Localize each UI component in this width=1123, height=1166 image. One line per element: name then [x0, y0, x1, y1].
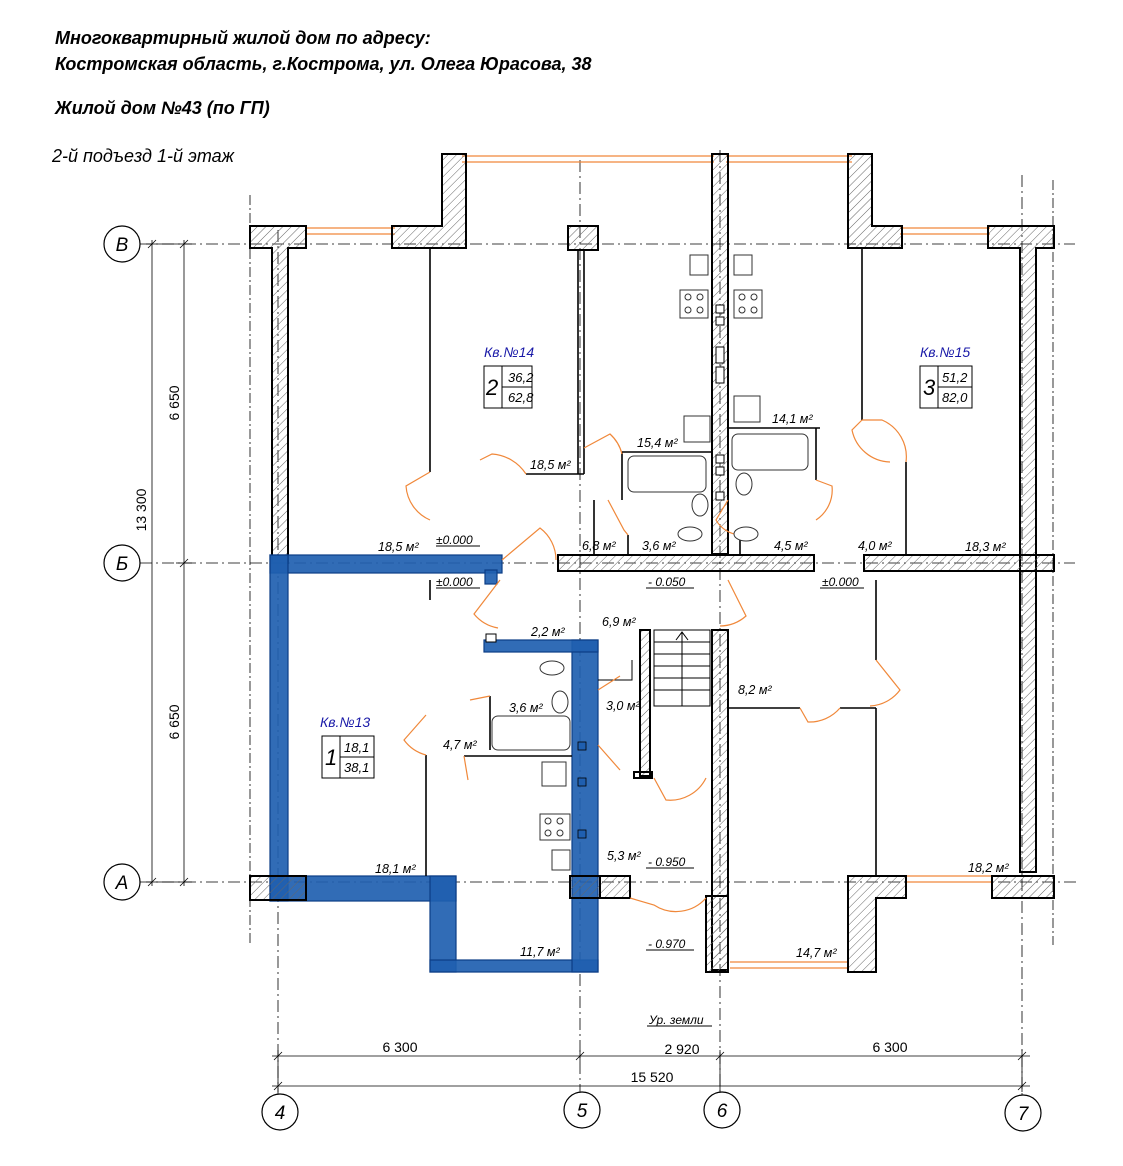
level-mark-3: - 0.050: [648, 575, 686, 589]
axis-label-col-7: 7: [1017, 1104, 1029, 1125]
dim-total: 15 520: [630, 1069, 674, 1085]
apt-15-total: 82,0: [942, 390, 968, 405]
dim-upper-vertical: 6 650: [166, 385, 182, 421]
level-mark-6: - 0.970: [648, 937, 686, 951]
axis-label-col-4: 4: [274, 1103, 286, 1124]
ground-level: Ур. земли: [649, 1013, 704, 1027]
area-room-14-living: 18,5 м²: [378, 540, 419, 554]
apt-15-living: 51,2: [942, 370, 968, 385]
title-line-3: Жилой дом №43 (по ГП): [55, 98, 270, 118]
area-room-15-a: 18,3 м²: [965, 540, 1006, 554]
apt-15-label: Кв.№15: [920, 344, 971, 360]
dim-total-vertical: 13 300: [133, 488, 149, 532]
level-mark-4: ±0.000: [822, 575, 859, 589]
apt-13-rooms: 1: [325, 745, 338, 770]
area-bath-13: 3,6 м²: [509, 701, 543, 715]
area-hall-13: 4,7 м²: [443, 738, 477, 752]
area-bath-14: 3,6 м²: [642, 539, 676, 553]
area-vestibule: 5,3 м²: [607, 849, 641, 863]
axis-label-col-6: 6: [716, 1101, 728, 1122]
title-line-4: 2-й подъезд 1-й этаж: [52, 146, 235, 166]
apt-14-label: Кв.№14: [484, 344, 535, 360]
area-hall-15: 4,0 м²: [858, 539, 892, 553]
apt-13-total: 38,1: [344, 760, 370, 775]
area-kitchen-15: 14,1 м²: [772, 412, 813, 426]
dim-lower-vertical: 6 650: [166, 704, 182, 740]
axis-label-row-a: А: [115, 873, 129, 894]
area-stair-hall: 6,9 м²: [602, 615, 636, 629]
area-room-15-c: 14,7 м²: [796, 946, 837, 960]
apt-13-label: Кв.№13: [320, 714, 371, 730]
area-bath-15: 4,5 м²: [774, 539, 808, 553]
area-kitchen-14: 15,4 м²: [637, 436, 678, 450]
axis-label-col-5: 5: [576, 1101, 588, 1122]
area-room-14-bedroom: 18,5 м²: [530, 458, 571, 472]
area-hall-14: 6,8 м²: [582, 539, 616, 553]
title-line-1: Многоквартирный жилой дом по адресу:: [55, 28, 431, 48]
level-mark-2: ±0.000: [436, 575, 473, 589]
level-mark-1: ±0.000: [436, 533, 473, 547]
dim-middle: 2 920: [664, 1041, 700, 1057]
area-hall-15-b: 8,2 м²: [738, 683, 772, 697]
apt-15-rooms: 3: [923, 375, 936, 400]
area-stair: 3,0 м²: [606, 699, 640, 713]
dim-right: 6 300: [872, 1039, 908, 1055]
area-kitchen-13: 11,7 м²: [520, 945, 560, 959]
apt-14-rooms: 2: [486, 375, 499, 400]
axis-label-row-b: В: [115, 235, 129, 256]
level-mark-5: - 0.950: [648, 855, 686, 869]
apt-13-living: 18,1: [344, 740, 370, 755]
apt-14-living: 36,2: [508, 370, 534, 385]
dim-left: 6 300: [382, 1039, 418, 1055]
area-room-15-b: 18,2 м²: [968, 861, 1009, 875]
title-line-2: Костромская область, г.Кострома, ул. Олега Юрасова, 38: [55, 54, 592, 74]
apt-14-total: 62,8: [508, 390, 534, 405]
axis-label-row-bh: Б: [115, 554, 129, 575]
area-room-13: 18,1 м²: [375, 862, 416, 876]
area-closet-13: 2,2 м²: [531, 625, 565, 639]
